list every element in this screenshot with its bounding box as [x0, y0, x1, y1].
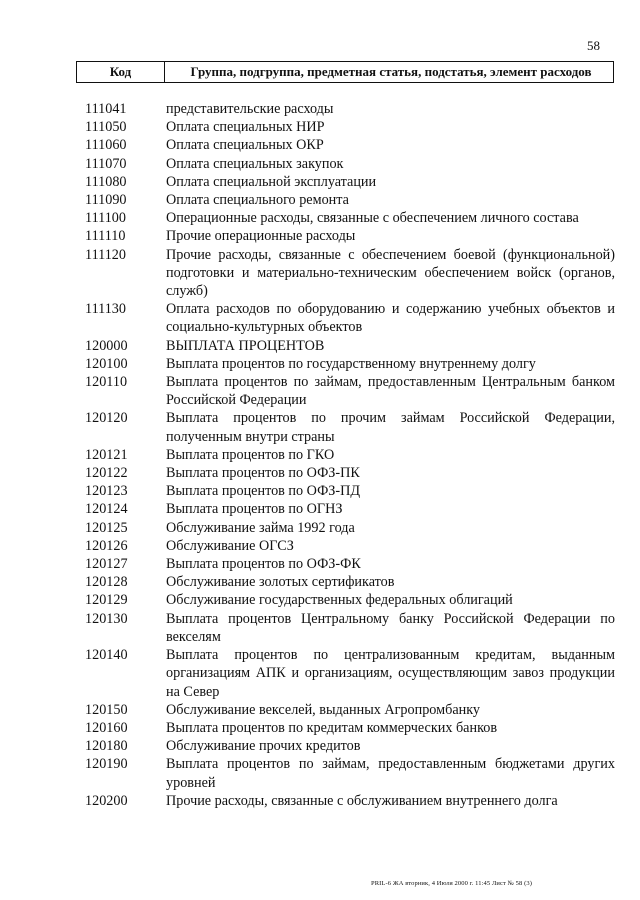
row-description: Оплата специальных НИР [166, 119, 325, 136]
row-code: 111080 [85, 173, 127, 190]
row-code: 111050 [85, 119, 127, 136]
row-description: Обслуживание золотых сертификатов [166, 574, 395, 591]
row-code: 120190 [85, 756, 128, 773]
row-description: Выплата процентов по прочим займам Российской Федерации, полученным внутри страны [166, 410, 615, 445]
row-description: Выплата процентов по государственному внутреннему долгу [166, 355, 536, 372]
row-code: 120129 [85, 592, 128, 609]
table-row [85, 519, 615, 537]
row-code: 120123 [85, 483, 128, 500]
page-number: 58 [587, 38, 600, 53]
row-code: 120200 [85, 792, 128, 809]
row-description: представительские расходы [166, 101, 334, 117]
row-code: 120128 [85, 574, 128, 591]
row-description: Выплата процентов по займам, предоставленным Центральным банком Российской Федерации [166, 374, 615, 409]
row-code: 120125 [85, 519, 128, 536]
row-description: Оплата специальных ОКР [166, 137, 324, 154]
table-row [85, 792, 615, 810]
row-code: 120180 [85, 738, 128, 755]
row-code: 111090 [85, 192, 127, 209]
table-header [76, 61, 614, 83]
table-row [85, 246, 615, 301]
row-description: Оплата специальных закупок [166, 155, 344, 172]
row-description: Выплата процентов по ОФЗ-ПК [166, 465, 360, 482]
row-description: Операционные расходы, связанные с обеспечением личного состава [166, 210, 579, 227]
row-description: ВЫПЛАТА ПРОЦЕНТОВ [166, 337, 325, 354]
header-code: Код [77, 62, 165, 82]
row-description: Оплата расходов по оборудованию и содержанию учебных объектов и социально-культурных объектов [166, 301, 615, 336]
row-description: Прочие расходы, связанные с обеспечением боевой (функциональной) подготовки и материально-техническим обеспечением войск (органов, служб) [166, 246, 615, 300]
row-code: 111041 [85, 101, 127, 117]
row-description: Прочие операционные расходы [166, 228, 356, 245]
row-description: Выплата процентов по кредитам коммерческих банков [166, 719, 498, 736]
row-description: Выплата процентов по ГКО [166, 446, 335, 463]
table-row [85, 209, 615, 227]
row-code: 120100 [85, 355, 128, 372]
table-row [85, 555, 615, 573]
table-row [85, 409, 615, 445]
row-description: Выплата процентов по ОФЗ-ПД [166, 483, 361, 500]
row-description: Выплата процентов по ОГНЗ [166, 501, 343, 518]
row-code: 111070 [85, 155, 127, 172]
row-code: 120127 [85, 556, 128, 573]
table-row [85, 500, 615, 518]
table-row [85, 573, 615, 591]
table-row [85, 646, 615, 701]
table-row [85, 355, 615, 373]
row-description: Обслуживание ОГСЗ [166, 537, 294, 554]
row-description: Обслуживание прочих кредитов [166, 738, 361, 755]
row-code: 111060 [85, 137, 127, 154]
table-row [85, 337, 615, 355]
row-description: Выплата процентов по ОФЗ-ФК [166, 556, 361, 573]
row-code: 120110 [85, 374, 128, 391]
table-row [85, 118, 615, 136]
table-row [85, 300, 615, 336]
table-row [85, 755, 615, 791]
table-row [85, 155, 615, 173]
table-row [85, 227, 615, 245]
row-description: Выплата процентов Центральному банку Российской Федерации по векселям [166, 610, 615, 645]
row-code: 120124 [85, 501, 128, 518]
row-code: 120140 [85, 647, 128, 664]
row-description: Обслуживание векселей, выданных Агропромбанку [166, 701, 481, 718]
row-code: 120000 [85, 337, 128, 354]
row-code: 120120 [85, 410, 128, 427]
row-description: Обслуживание займа 1992 года [166, 519, 355, 536]
table-row [85, 591, 615, 609]
row-code: 120121 [85, 446, 128, 463]
row-code: 111100 [85, 210, 126, 227]
row-code: 120130 [85, 610, 128, 627]
table-row [85, 373, 615, 409]
table-row [85, 173, 615, 191]
row-code: 120160 [85, 719, 128, 736]
row-description: Обслуживание государственных федеральных облигаций [166, 592, 513, 609]
row-description: Выплата процентов по займам, предоставленным бюджетами других уровней [166, 756, 615, 791]
row-description: Прочие расходы, связанные с обслуживанием внутреннего долга [166, 792, 558, 809]
table-row [85, 191, 615, 209]
row-code: 111110 [85, 228, 126, 245]
table-row [85, 537, 615, 555]
row-code: 120122 [85, 465, 128, 482]
header-description: Группа, подгруппа, предметная статья, подстатья, элемент расходов [190, 64, 592, 79]
row-description: Выплата процентов по централизованным кредитам, выданным организациям АПК и организациям, осуществляющим завоз продукции на Север [166, 647, 615, 700]
row-code: 120126 [85, 537, 128, 554]
row-description: Оплата специальной эксплуатации [166, 173, 377, 190]
table-row [85, 136, 615, 154]
row-code: 111130 [85, 301, 126, 318]
table-row [85, 719, 615, 737]
table-row [85, 100, 615, 118]
row-code: 111120 [85, 246, 126, 263]
table-row [85, 464, 615, 482]
expense-code-list [85, 100, 615, 810]
table-row [85, 482, 615, 500]
row-description: Оплата специального ремонта [166, 192, 349, 209]
table-row [85, 737, 615, 755]
table-row [85, 446, 615, 464]
table-row [85, 701, 615, 719]
row-code: 120150 [85, 701, 128, 718]
page-footer: PRIL-6 ЖА вторник, 4 Июля 2000 г. 11:45 Лист № 58 (3) [371, 880, 532, 887]
table-row [85, 610, 615, 646]
